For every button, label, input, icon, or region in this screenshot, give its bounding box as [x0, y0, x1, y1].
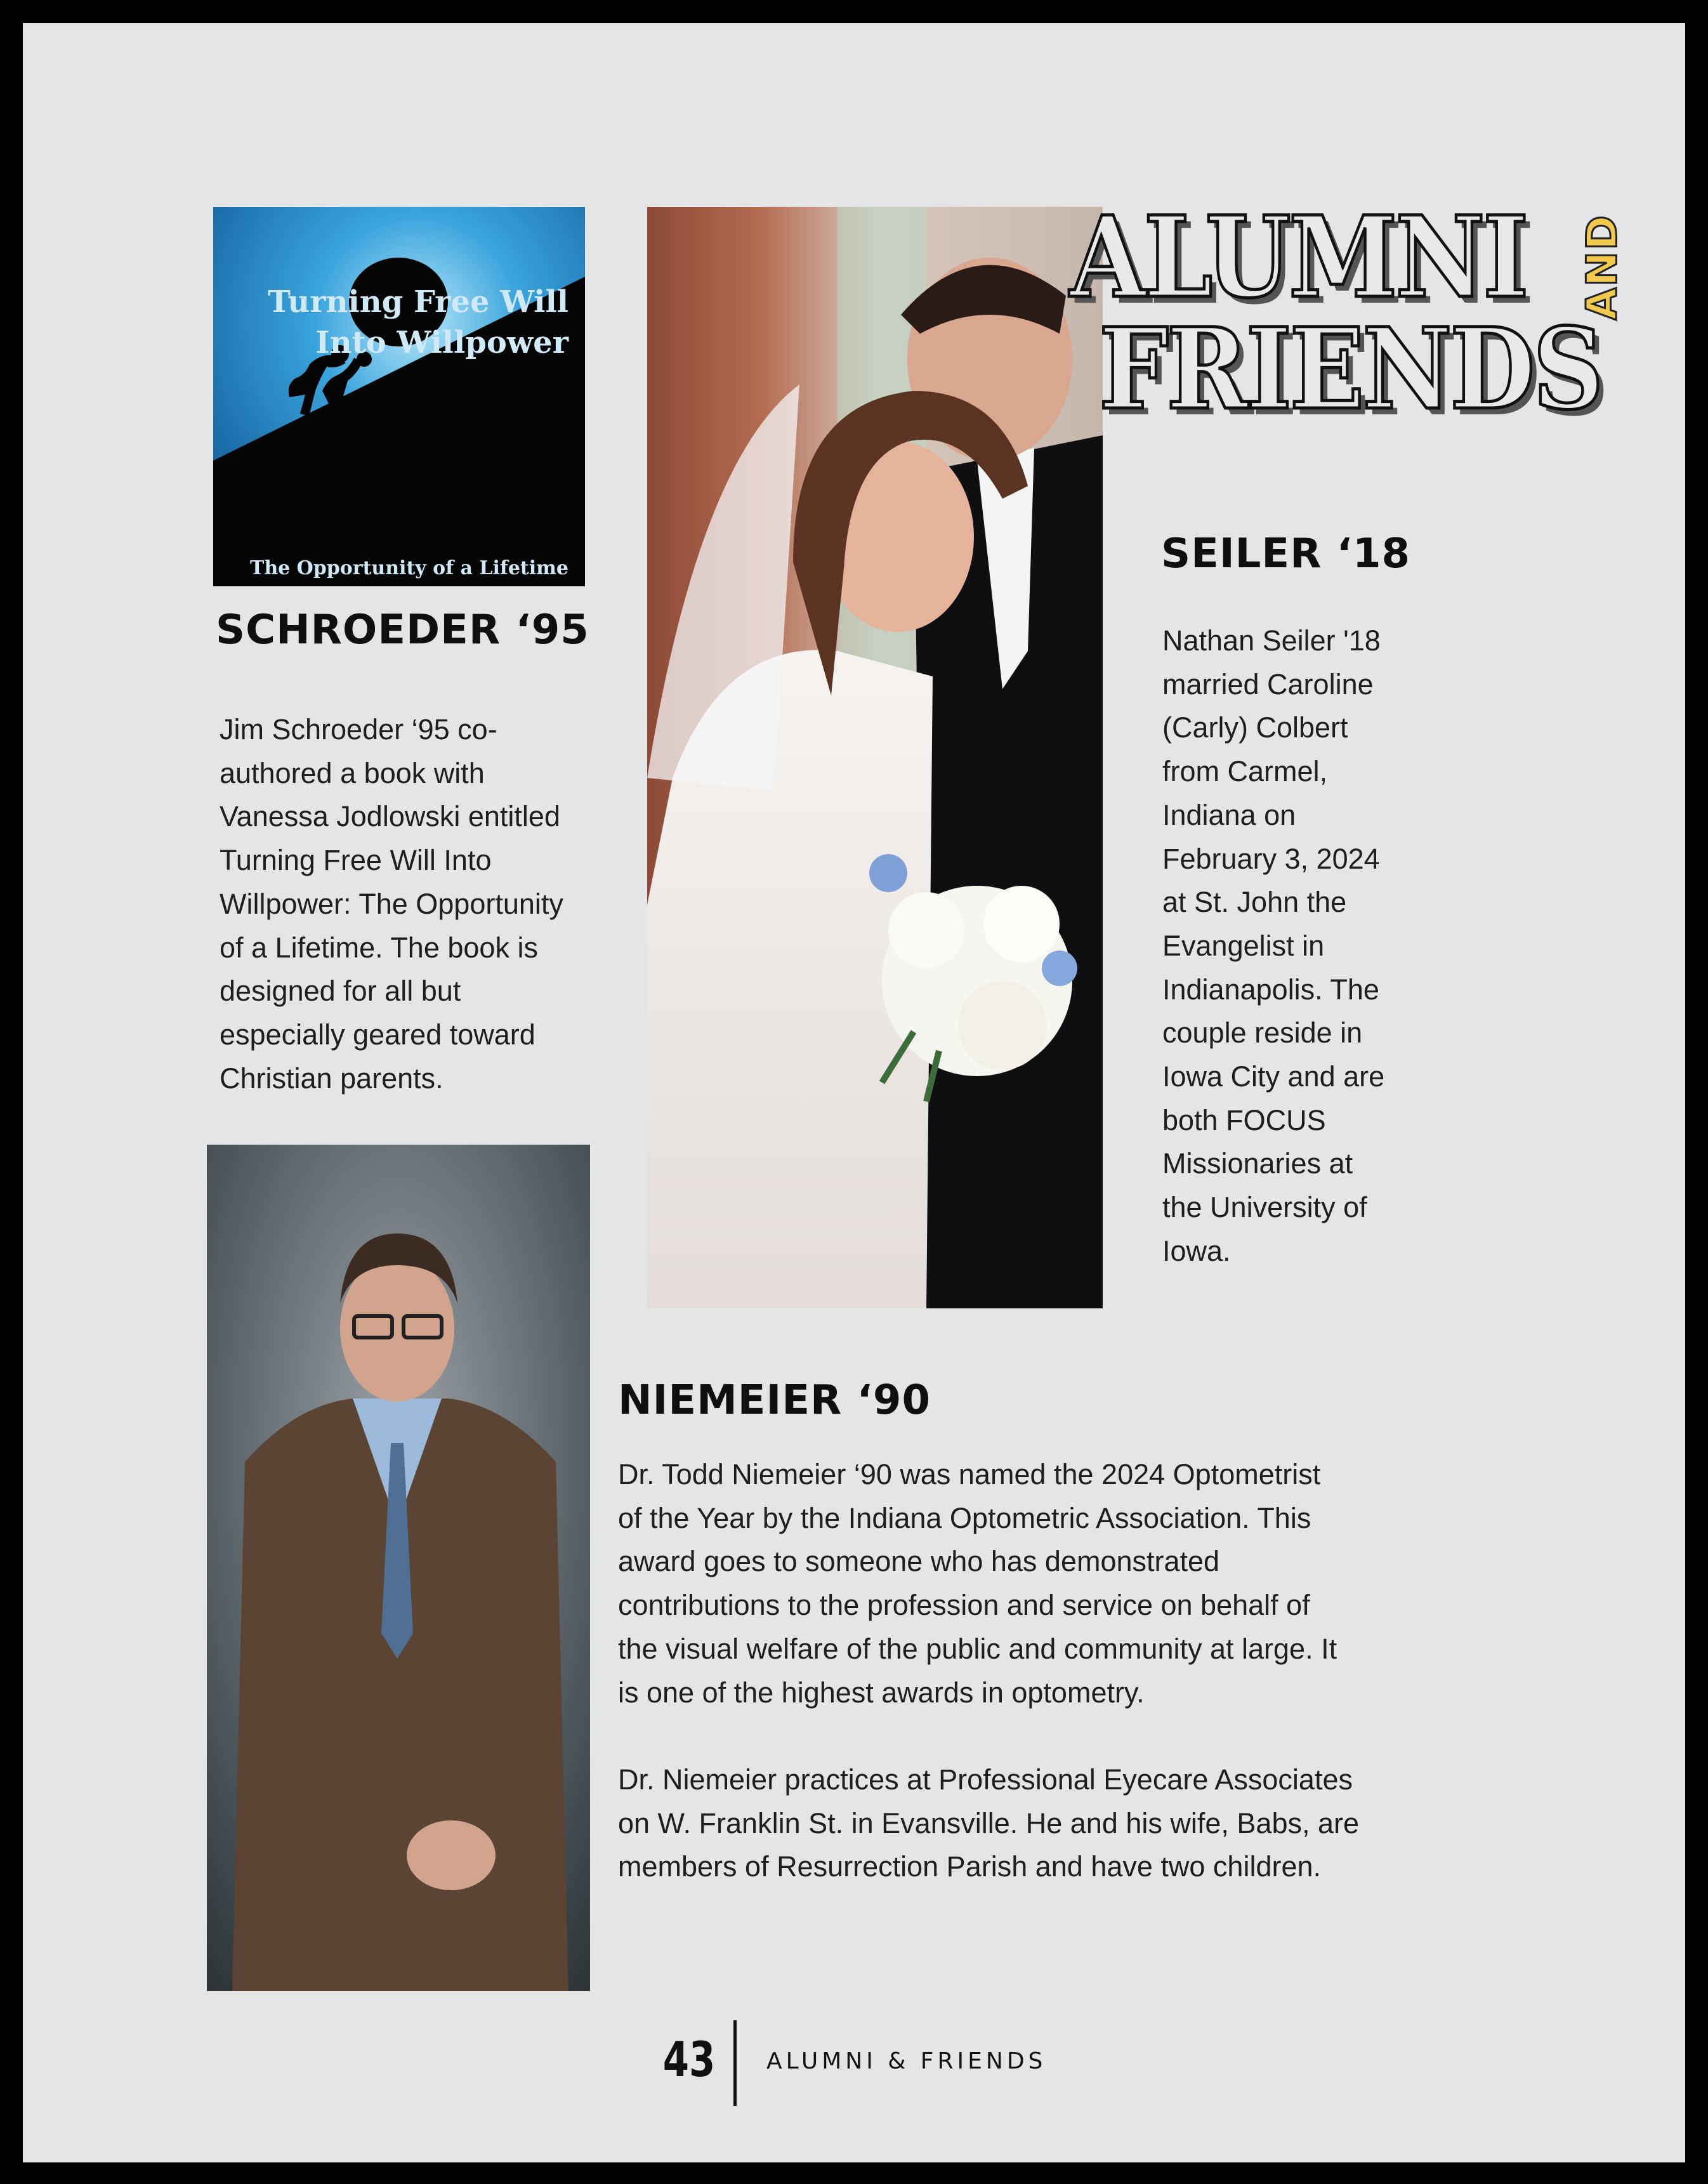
text-line: authored a book with — [220, 756, 485, 789]
text-line: is one of the highest awards in optometry. — [618, 1676, 1145, 1709]
text-line: the University of — [1162, 1191, 1367, 1224]
text-line: on W. Franklin St. in Evansville. He and his wife, Babs, are — [618, 1806, 1360, 1839]
masthead-friends: FRIENDS — [1099, 303, 1602, 435]
text-line: Indianapolis. The — [1162, 973, 1379, 1006]
text-line: the visual welfare of the public and community at large. It — [618, 1632, 1337, 1665]
niemeier-heading: NIEMEIER ‘90 — [618, 1377, 931, 1424]
niemeier-text — [618, 1453, 1443, 1889]
seiler-text — [1162, 619, 1429, 1273]
text-line: Jim Schroeder ‘95 co- — [220, 713, 497, 746]
text-line: Christian parents. — [220, 1062, 443, 1095]
text-line: Iowa. — [1162, 1234, 1231, 1267]
text-line: (Carly) Colbert — [1162, 711, 1348, 744]
magazine-page — [23, 23, 1685, 2162]
text-line: from Carmel, — [1162, 755, 1328, 788]
page-number: 43 — [662, 2031, 716, 2088]
book-cover-title-line1: Turning Free Will — [268, 284, 568, 320]
text-line: both FOCUS — [1162, 1103, 1326, 1136]
text-line: Iowa City and are — [1162, 1060, 1385, 1093]
wedding-photo — [647, 207, 1103, 1308]
book-cover-title-line2: Into Willpower — [315, 325, 568, 360]
text-line: of the Year by the Indiana Optometric Association. This — [618, 1501, 1311, 1534]
book-cover-image — [213, 207, 585, 586]
text-line: Evangelist in — [1162, 929, 1325, 962]
schroeder-heading: SCHROEDER ‘95 — [216, 607, 589, 654]
seiler-heading: SEILER ‘18 — [1161, 530, 1411, 577]
text-line: Missionaries at — [1162, 1147, 1353, 1180]
text-line: Turning Free Will Into — [220, 844, 492, 877]
text-line: designed for all but — [220, 975, 461, 1008]
text-line: of a Lifetime. The book is — [220, 931, 538, 964]
text-line: married Caroline — [1162, 668, 1374, 701]
masthead-and: AND — [1577, 214, 1627, 320]
schroeder-text — [220, 708, 613, 1100]
text-line: contributions to the profession and service on behalf of — [618, 1589, 1310, 1622]
text-line: especially geared toward — [220, 1018, 535, 1051]
masthead-alumni: ALUMNI — [1070, 192, 1527, 323]
text-line: Dr. Niemeier practices at Professional Eyecare Associates — [618, 1763, 1353, 1796]
book-cover-title — [251, 282, 568, 363]
footer-label: ALUMNI & FRIENDS — [766, 2048, 1047, 2074]
text-line: members of Resurrection Parish and have two children. — [618, 1850, 1322, 1883]
text-line: Indiana on — [1162, 798, 1296, 831]
text-line: Willpower: The Opportunity — [220, 887, 563, 920]
text-line: Vanessa Jodlowski entitled — [220, 800, 560, 833]
text-line: couple reside in — [1162, 1016, 1363, 1049]
text-line: Nathan Seiler '18 — [1162, 624, 1381, 657]
text-line: February 3, 2024 — [1162, 842, 1380, 875]
portrait-photo — [207, 1145, 590, 1991]
text-line: at St. John the — [1162, 886, 1347, 919]
text-line: Dr. Todd Niemeier ‘90 was named the 2024 Optometrist — [618, 1458, 1321, 1490]
footer-divider — [733, 2020, 737, 2106]
text-line: award goes to someone who has demonstrated — [618, 1545, 1220, 1578]
book-cover-subtitle: The Opportunity of a Lifetime — [250, 557, 568, 579]
